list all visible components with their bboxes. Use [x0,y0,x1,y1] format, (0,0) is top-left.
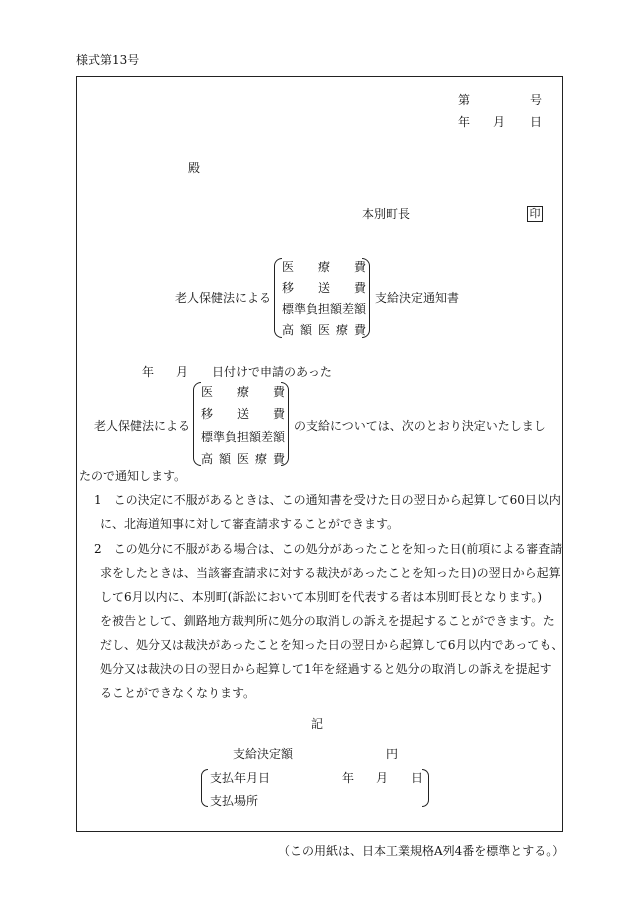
title-item: 移 送 費 [282,281,366,295]
payment-amount-label: 支給決定額 [233,747,294,761]
seal-mark: 印 [527,206,543,222]
notice-2-line: 求をしたときは、当該審査請求に対する裁決があったことを知った日)の翌日から起算 [100,566,561,580]
payment-nen: 年 [342,771,355,785]
body-continuation: たので通知します。 [79,469,187,483]
body-suffix: の支給については、次のとおり決定いたしまし [294,419,546,433]
notice-2-line: 処分又は裁決の日の翌日から起算して1年を経過すると処分の取消しの訴えを提起す [100,662,552,676]
title-item: 高 額 医 療 費 [282,323,366,337]
payment-place-label: 支払場所 [210,794,259,808]
title-item: 標準負担額差額 [282,302,367,316]
body-bracket-left [193,382,201,466]
payment-date-label: 支払年月日 [210,771,271,785]
body-item: 移 送 費 [201,407,285,421]
body-item: 医 療 費 [201,385,285,399]
date-nen: 年 [458,115,471,129]
payment-bracket-right [422,769,429,807]
notice-2-line: ることができなくなります。 [100,686,256,700]
notice-2-line: を被告として、釧路地方裁判所に処分の取消しの訴えを提起することができます。た [100,614,555,628]
notice-1-line1: 1 この決定に不服があるときは、この通知書を受けた日の翌日から起算して60日以内 [94,493,561,507]
notice-2-line: だし、処分又は裁決があったことを知った日の翌日から起算して6月以内であっても、 [100,638,564,652]
application-text: 日付けで申請のあった [212,365,332,379]
title-bracket-right [362,258,370,338]
number-dai: 第 [458,93,471,107]
form-number: 様式第13号 [76,53,140,67]
issuer: 本別町長 [362,207,411,221]
body-item: 高 額 医 療 費 [201,452,285,466]
notice-2-line: して6月以内に、本別町(訴訟において本別町を代表する者は本別町長となります。) [100,590,543,604]
payment-hi: 日 [411,771,424,785]
application-tsuki: 月 [176,365,189,379]
number-go: 号 [530,93,543,107]
date-hi: 日 [530,115,543,129]
title-suffix: 支給決定通知書 [375,291,460,305]
title-prefix: 老人保健法による [175,291,272,305]
body-bracket-right [281,382,289,466]
ki-label: 記 [311,717,324,731]
payment-tsuki: 月 [376,771,389,785]
application-nen: 年 [142,365,155,379]
addressee-suffix: 殿 [188,161,201,175]
title-bracket-left [274,258,282,338]
date-tsuki: 月 [493,115,506,129]
footer-note: （この用紙は、日本工業規格A列4番を標準とする。） [278,844,565,858]
body-prefix: 老人保健法による [94,419,191,433]
body-item: 標準負担額差額 [201,430,286,444]
notice-1-line: に、北海道知事に対して審査請求することができます。 [100,517,400,531]
title-item: 医 療 費 [282,260,366,274]
payment-bracket-left [201,769,208,807]
payment-yen: 円 [386,747,399,761]
notice-2-line1: 2 この処分に不服がある場合は、この処分があったことを知った日(前項による審査請 [94,542,563,556]
